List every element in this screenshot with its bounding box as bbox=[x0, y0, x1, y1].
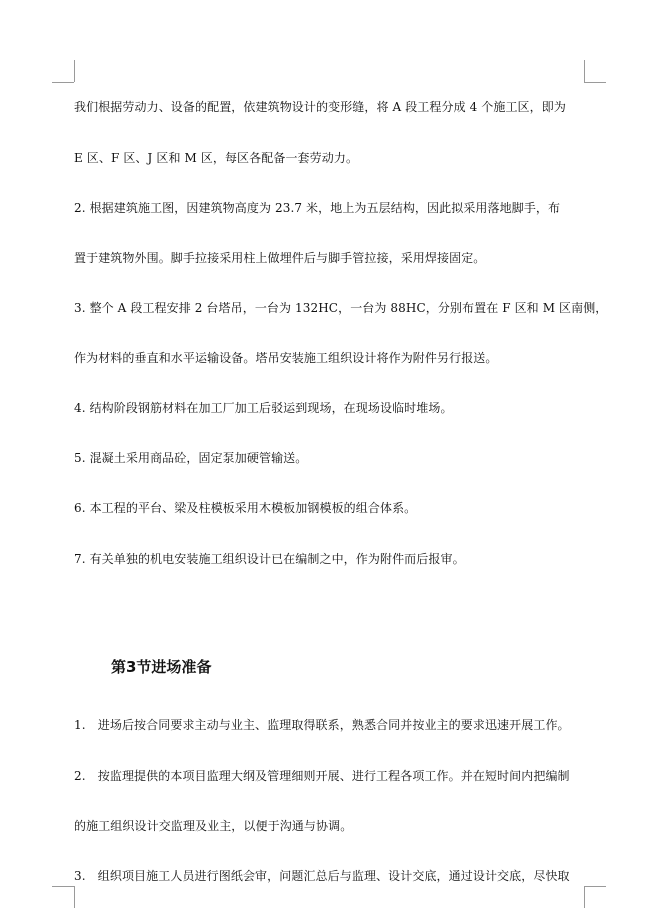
section-heading: 第3节进场准备 bbox=[111, 658, 212, 676]
crop-mark-bottom-right-v bbox=[584, 886, 585, 908]
crop-mark-top-left-v bbox=[74, 60, 75, 82]
crop-mark-top-right-v bbox=[584, 60, 585, 82]
paragraph-line: 2. 根据建筑施工图，因建筑物高度为 23.7 米，地上为五层结构，因此拟采用落地脚手，布 bbox=[74, 201, 561, 215]
paragraph-line: 7. 有关单独的机电安装施工组织设计已在编制之中，作为附件而后报审。 bbox=[74, 552, 465, 566]
crop-mark-bottom-left-h bbox=[52, 886, 74, 887]
paragraph-line: 3. 组织项目施工人员进行图纸会审，问题汇总后与监理、设计交底，通过设计交底，尽快取 bbox=[74, 869, 570, 883]
paragraph-line: 6. 本工程的平台、梁及柱模板采用木模板加钢模板的组合体系。 bbox=[74, 501, 417, 515]
paragraph-line: E 区、F 区、J 区和 M 区，每区各配备一套劳动力。 bbox=[74, 151, 359, 165]
paragraph-line: 我们根据劳动力、设备的配置，依建筑物设计的变形缝，将 A 段工程分成 4 个施工区，即为 bbox=[74, 100, 566, 114]
crop-mark-top-left-h bbox=[52, 82, 74, 83]
crop-mark-top-right-h bbox=[584, 82, 606, 83]
paragraph-line: 2. 按监理提供的本项目监理大纲及管理细则开展、进行工程各项工作。并在短时间内把编制 bbox=[74, 769, 570, 783]
paragraph-line: 作为材料的垂直和水平运输设备。塔吊安装施工组织设计将作为附件另行报送。 bbox=[74, 351, 498, 365]
crop-mark-bottom-left-v bbox=[74, 886, 75, 908]
crop-mark-bottom-right-h bbox=[584, 886, 606, 887]
paragraph-line: 1. 进场后按合同要求主动与业主、监理取得联系，熟悉合同并按业主的要求迅速开展工作。 bbox=[74, 718, 570, 732]
paragraph-line: 置于建筑物外围。脚手拉接采用柱上做埋件后与脚手管拉接，采用焊接固定。 bbox=[74, 251, 486, 265]
paragraph-line: 的施工组织设计交监理及业主，以便于沟通与协调。 bbox=[74, 819, 353, 833]
paragraph-line: 5. 混凝土采用商品砼，固定泵加硬管输送。 bbox=[74, 451, 308, 465]
paragraph-line: 3. 整个 A 段工程安排 2 台塔吊，一台为 132HC，一台为 88HC，分别布置在 F 区和 M 区南侧， bbox=[74, 301, 608, 315]
paragraph-line: 4. 结构阶段钢筋材料在加工厂加工后驳运到现场，在现场设临时堆场。 bbox=[74, 401, 453, 415]
